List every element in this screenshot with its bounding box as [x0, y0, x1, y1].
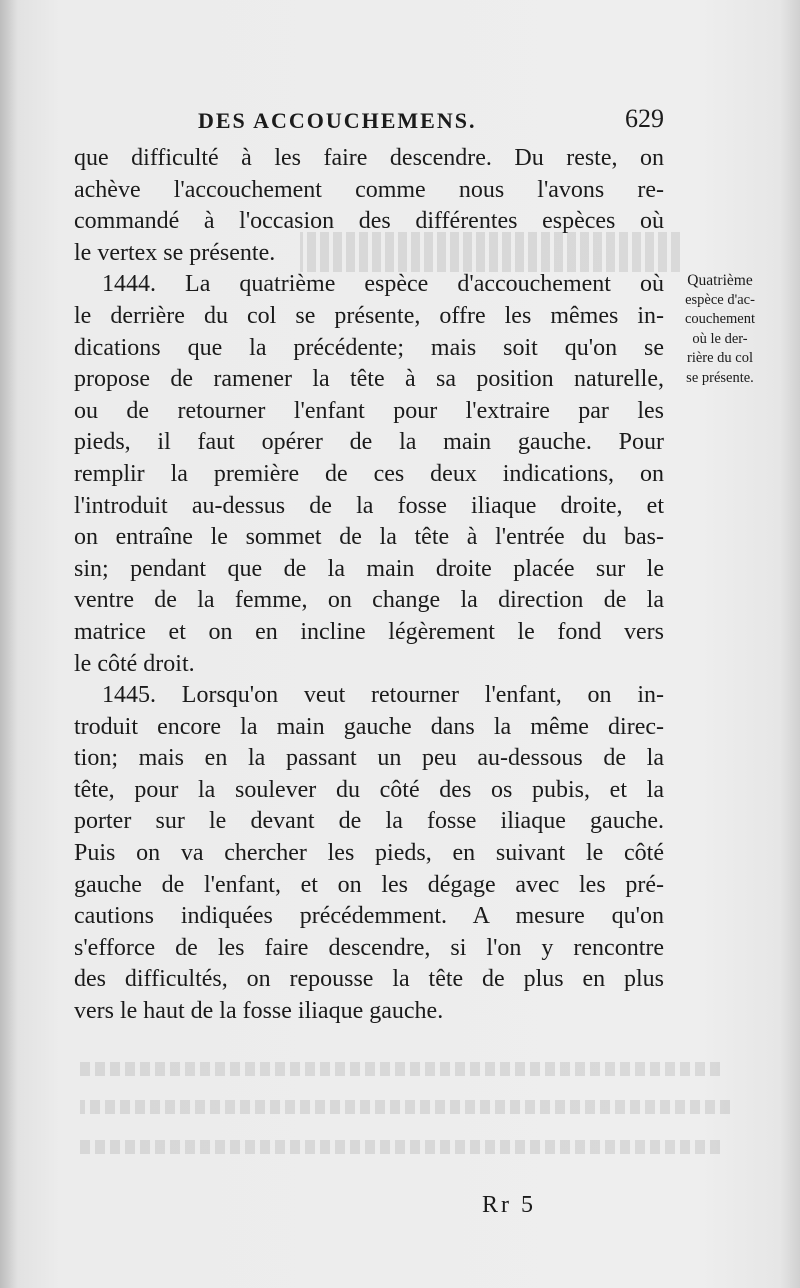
text-line: dications que la précédente; mais soit qu'on se [74, 334, 664, 361]
text-line: propose de ramener la tête à sa position naturelle, [74, 366, 664, 393]
page-header [74, 104, 664, 144]
paragraph-1444-start: 1444. La quatrième espèce d'accouchement où [102, 271, 664, 298]
signature-mark: Rr 5 [482, 1192, 536, 1218]
show-through [80, 1100, 730, 1114]
show-through [80, 1062, 720, 1076]
text-line: matrice et on en incline légèrement le fond vers [74, 618, 664, 645]
text-line: le derrière du col se présente, offre les mêmes in- [74, 302, 664, 329]
text-line: le vertex se présente. [74, 239, 276, 266]
text-line: ventre de la femme, on change la direction de la [74, 587, 664, 614]
margin-note-line: où le der- [692, 330, 748, 347]
paragraph-1445-start: 1445. Lorsqu'on veut retourner l'enfant, on in- [102, 682, 664, 709]
text-line: des difficultés, on repousse la tête de plus en plus [74, 966, 664, 993]
margin-note-line: Quatrième [687, 272, 753, 289]
text-line: troduit encore la main gauche dans la même direc- [74, 713, 664, 740]
text-line: tion; mais en la passant un peu au-dessous de la [74, 745, 664, 772]
page-number: 629 [625, 104, 664, 133]
margin-note [664, 271, 776, 388]
margin-note-line: espèce d'ac- [685, 291, 755, 308]
text-line: achève l'accouchement comme nous l'avons re- [74, 176, 664, 203]
text-line: sin; pendant que de la main droite placée sur le [74, 555, 664, 582]
text-line: Puis on va chercher les pieds, en suivant le côté [74, 840, 664, 867]
running-title: DES ACCOUCHEMENS. [198, 108, 477, 133]
margin-note-line: rière du col [686, 350, 754, 366]
text-line: commandé à l'occasion des différentes espèces où [74, 208, 664, 235]
margin-note-line: couchement [684, 311, 756, 327]
body-text [74, 143, 664, 1028]
text-line: ou de retourner l'enfant pour l'extraire par les [74, 397, 664, 424]
text-line: tête, pour la soulever du côté des os pubis, et la [74, 776, 664, 803]
text-line: pieds, il faut opérer de la main gauche. Pour [74, 429, 664, 456]
text-line: cautions indiquées précédemment. A mesure qu'on [74, 903, 664, 930]
text-line: on entraîne le sommet de la tête à l'entrée du bas- [74, 524, 664, 551]
show-through [80, 1140, 720, 1154]
text-line: gauche de l'enfant, et on les dégage avec les pré- [74, 871, 664, 898]
text-line: le côté droit. [74, 650, 195, 677]
text-line: remplir la première de ces deux indications, on [74, 460, 664, 487]
text-line: s'efforce de les faire descendre, si l'on y rencontre [74, 934, 664, 961]
text-line: l'introduit au-dessus de la fosse iliaque droite, et [74, 492, 664, 519]
text-line: que difficulté à les faire descendre. Du reste, on [74, 145, 664, 171]
text-line: porter sur le devant de la fosse iliaque gauche. [74, 808, 664, 835]
margin-note-line: se présente. [686, 369, 754, 386]
text-line: vers le haut de la fosse iliaque gauche. [74, 998, 444, 1025]
